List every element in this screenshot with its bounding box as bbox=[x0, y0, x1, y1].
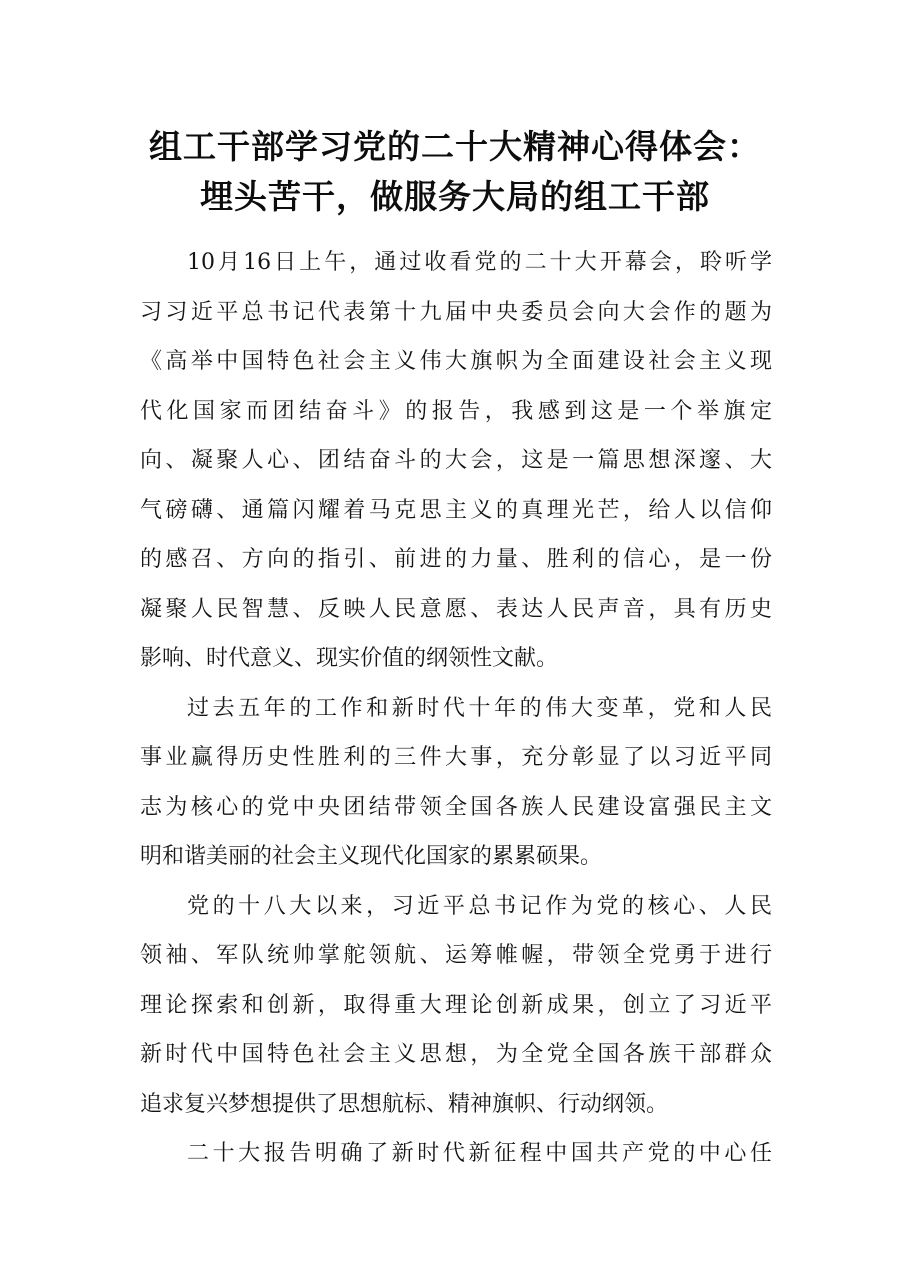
paragraph-2 bbox=[140, 684, 772, 882]
title-line-1: 组工干部学习党的二十大精神心得体会： bbox=[149, 127, 761, 166]
text-line: 志为核心的党中央团结带领全国各族人民建设富强民主文 bbox=[140, 794, 772, 820]
text-line: 向、凝聚人心、团结奋斗的大会，这是一篇思想深邃、大 bbox=[140, 448, 772, 473]
document-title bbox=[100, 122, 810, 222]
paragraph-4 bbox=[140, 1129, 772, 1179]
paragraph-3 bbox=[140, 882, 772, 1130]
text-line: 凝聚人民智慧、反映人民意愿、表达人民声音，具有历史 bbox=[140, 596, 772, 622]
text-line: 党的十八大以来，习近平总书记作为党的核心、人民 bbox=[187, 893, 772, 919]
text-line: 过去五年的工作和新时代十年的伟大变革，党和人民 bbox=[187, 695, 772, 721]
text-line: 10月16日上午，通过收看党的二十大开幕会，聆听学 bbox=[187, 250, 772, 275]
text-line: 理论探索和创新，取得重大理论创新成果，创立了习近平 bbox=[140, 992, 772, 1018]
text-line: 新时代中国特色社会主义思想，为全党全国各族干部群众 bbox=[140, 1042, 772, 1067]
paragraph-1 bbox=[140, 238, 772, 684]
text-line: 领袖、军队统帅掌舵领航、运筹帷幄，带领全党勇于进行 bbox=[140, 943, 772, 968]
text-line: 代化国家而团结奋斗》的报告，我感到这是一个举旗定 bbox=[140, 398, 772, 424]
text-line: 二十大报告明确了新时代新征程中国共产党的中心任 bbox=[187, 1141, 772, 1166]
text-line: 明和谐美丽的社会主义现代化国家的累累硕果。 bbox=[140, 844, 603, 869]
text-line: 气磅礴、通篇闪耀着马克思主义的真理光芒，给人以信仰 bbox=[140, 497, 772, 523]
text-line: 的感召、方向的指引、前进的力量、胜利的信心，是一份 bbox=[140, 547, 772, 572]
text-line: 习习近平总书记代表第十九届中央委员会向大会作的题为 bbox=[140, 299, 772, 325]
text-line: 影响、时代意义、现实价值的纲领性文献。 bbox=[140, 646, 559, 671]
text-line: 事业赢得历史性胜利的三件大事，充分彰显了以习近平同 bbox=[140, 745, 772, 770]
title-line-2: 埋头苦干，做服务大局的组工干部 bbox=[200, 177, 710, 216]
document-body bbox=[140, 238, 772, 1179]
text-line: 追求复兴梦想提供了思想航标、精神旗帜、行动纲领。 bbox=[140, 1091, 669, 1117]
text-line: 《高举中国特色社会主义伟大旗帜为全面建设社会主义现 bbox=[140, 349, 772, 374]
